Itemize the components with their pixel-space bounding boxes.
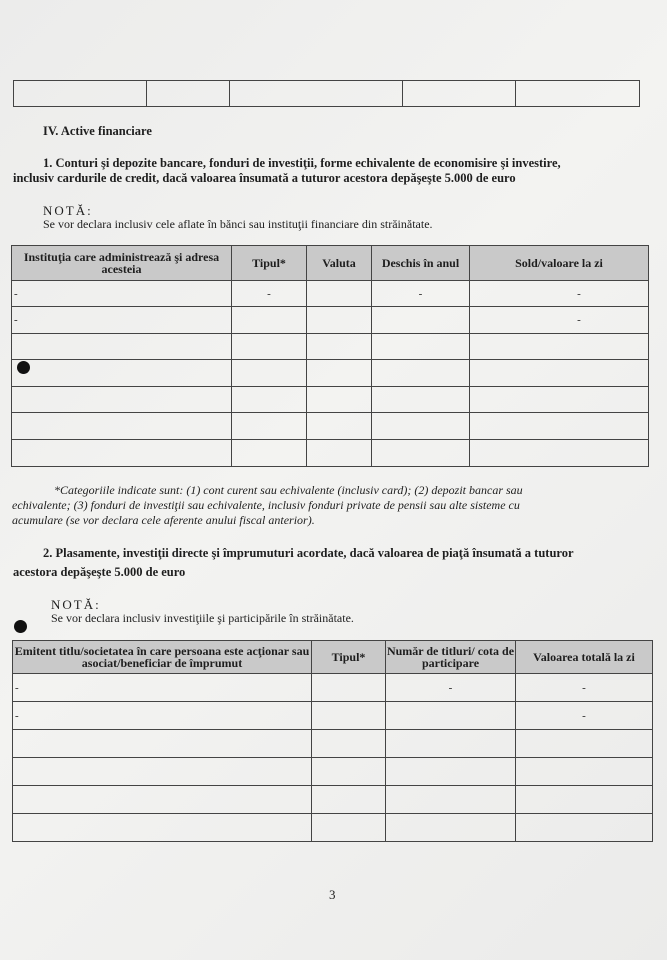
col-issuer-header: Emitent titlu/societatea în care persoana este acţionar sau asociat/beneficiar de împrumut xyxy=(13,641,312,674)
table-cell xyxy=(12,334,232,360)
s2-nota-label: NOTĂ: xyxy=(51,597,101,612)
table-cell xyxy=(372,387,470,413)
table-cell xyxy=(470,413,649,440)
table-cell: - xyxy=(470,307,649,334)
table-cell xyxy=(232,360,307,387)
col-opened-header: Deschis în anul xyxy=(372,246,470,281)
table-cell xyxy=(372,360,470,387)
s1-heading-line1: 1. Conturi şi depozite bancare, fonduri de investiţii, forme echivalente de economisire şi investire, xyxy=(43,156,561,170)
table-row xyxy=(13,786,653,814)
table-cell xyxy=(386,814,516,842)
table-cell: - xyxy=(470,281,649,307)
table-cell xyxy=(470,334,649,360)
accounts-table xyxy=(11,245,649,467)
table-row xyxy=(12,440,649,467)
col-total-value-header: Valoarea totală la zi xyxy=(516,641,653,674)
table-cell xyxy=(13,814,312,842)
table-row xyxy=(13,674,653,702)
table-cell: - xyxy=(372,281,470,307)
table-cell xyxy=(232,334,307,360)
table-cell xyxy=(386,730,516,758)
investments-table xyxy=(12,640,653,842)
table-cell xyxy=(307,440,372,467)
table-cell xyxy=(470,387,649,413)
table-cell xyxy=(232,307,307,334)
table-row xyxy=(12,413,649,440)
table-cell xyxy=(232,440,307,467)
table-cell xyxy=(307,413,372,440)
s1-nota-text: Se vor declara inclusiv cele aflate în bănci sau instituţii financiare din străinătate. xyxy=(43,217,433,231)
table-cell xyxy=(312,702,386,730)
table-cell xyxy=(13,758,312,786)
table-row xyxy=(12,334,649,360)
table-row xyxy=(13,814,653,842)
table-cell xyxy=(516,730,653,758)
s1-heading-line2: inclusiv cardurile de credit, dacă valoarea însumată a tuturor acestora depăşeşte 5.000 de euro xyxy=(13,171,516,185)
footnote-line1: *Categoriile indicate sunt: (1) cont curent sau echivalente (inclusiv card); (2) depozit bancar sau xyxy=(54,483,523,497)
table-cell: - xyxy=(12,307,232,334)
table-cell xyxy=(307,281,372,307)
s1-heading xyxy=(43,156,653,171)
table-cell xyxy=(12,440,232,467)
col-balance-header: Sold/valoare la zi xyxy=(470,246,649,281)
table-cell xyxy=(13,786,312,814)
table-cell xyxy=(372,334,470,360)
footnote-line2: echivalente; (3) fonduri de investiţii sau echivalente, inclusiv fonduri private de pensii sau alte sisteme cu xyxy=(12,498,520,512)
table-cell xyxy=(232,387,307,413)
top-partial-table xyxy=(13,80,640,107)
table-cell xyxy=(470,360,649,387)
s2-nota-text: Se vor declara inclusiv investiţiile şi participările în străinătate. xyxy=(51,611,354,625)
table-cell xyxy=(12,387,232,413)
page-number: 3 xyxy=(329,887,336,902)
table-cell xyxy=(312,786,386,814)
section-title: IV. Active financiare xyxy=(43,124,152,138)
table-cell xyxy=(307,360,372,387)
table-cell xyxy=(312,674,386,702)
col-currency-header: Valuta xyxy=(307,246,372,281)
punch-hole-icon xyxy=(14,620,27,633)
table-cell xyxy=(372,440,470,467)
table-cell xyxy=(470,440,649,467)
table-cell xyxy=(516,786,653,814)
s1-nota-label: NOTĂ: xyxy=(43,203,93,218)
table-row xyxy=(12,307,649,334)
col-shares-header: Număr de titluri/ cota de participare xyxy=(386,641,516,674)
table-cell xyxy=(232,413,307,440)
table-cell: - xyxy=(516,674,653,702)
col-type-header: Tipul* xyxy=(232,246,307,281)
table-cell: - xyxy=(12,281,232,307)
table-cell xyxy=(13,730,312,758)
s2-heading-line1: 2. Plasamente, investiţii directe şi împrumuturi acordate, dacă valoarea de piaţă însumată a tuturor xyxy=(43,546,574,560)
table-cell xyxy=(386,758,516,786)
table-cell xyxy=(307,334,372,360)
col-type-header: Tipul* xyxy=(312,641,386,674)
table-row xyxy=(13,730,653,758)
table-cell: - xyxy=(386,674,516,702)
table-cell: - xyxy=(13,674,312,702)
table-cell xyxy=(12,413,232,440)
table-row xyxy=(13,702,653,730)
table-cell: - xyxy=(232,281,307,307)
table-row xyxy=(12,387,649,413)
table-row xyxy=(12,281,649,307)
table-cell xyxy=(12,360,232,387)
table-cell xyxy=(516,814,653,842)
s2-heading-line2: acestora depăşeşte 5.000 de euro xyxy=(13,565,186,579)
table-cell xyxy=(307,387,372,413)
footnote-line3: acumulare (se vor declara cele aferente anului fiscal anterior). xyxy=(12,513,315,527)
table-cell xyxy=(372,307,470,334)
table-cell xyxy=(312,814,386,842)
table-cell xyxy=(312,730,386,758)
table-row xyxy=(13,758,653,786)
col-institution-header: Instituţia care administrează şi adresa acesteia xyxy=(12,246,232,281)
table-cell xyxy=(386,702,516,730)
punch-hole-icon xyxy=(17,361,30,374)
table-cell xyxy=(372,413,470,440)
table-cell xyxy=(307,307,372,334)
s1-footnote xyxy=(12,483,654,528)
table-cell: - xyxy=(13,702,312,730)
table-row xyxy=(12,360,649,387)
table-cell xyxy=(386,786,516,814)
table-cell xyxy=(516,758,653,786)
table-cell xyxy=(312,758,386,786)
table-cell: - xyxy=(516,702,653,730)
